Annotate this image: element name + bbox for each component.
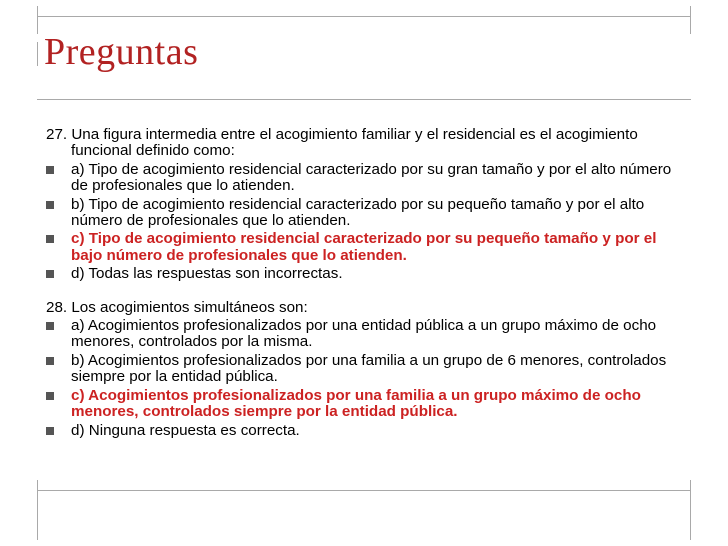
option-text: a) Acogimientos profesionalizados por una entidad pública a un grupo máximo de ocho menores, controlados por la misma. (71, 317, 657, 351)
square-bullet-icon (46, 270, 54, 278)
square-bullet-icon (46, 357, 54, 365)
option-text: b) Tipo de acogimiento residencial caracterizado por su pequeño tamaño y por el alto número de profesionales que lo atienden. (71, 195, 645, 230)
square-bullet-icon (46, 392, 54, 400)
question-28 (46, 300, 691, 439)
question-27 (46, 127, 691, 283)
square-bullet-icon (46, 166, 54, 174)
option-text: d) Todas las respuestas son incorrectas. (71, 265, 343, 283)
left-rule-title (37, 42, 38, 66)
option-text: c) Tipo de acogimiento residencial caracterizado por su pequeño tamaño y por el bajo número de profesionales que lo atienden. (71, 230, 657, 264)
option-d (46, 266, 691, 282)
option-a (46, 318, 691, 351)
square-bullet-icon (46, 201, 54, 209)
option-a (46, 162, 691, 195)
slide-title: Preguntas (44, 31, 199, 73)
option-text: a) Tipo de acogimiento residencial caracterizado por su gran tamaño y por el alto número de profesionales que lo atienden. (71, 160, 672, 195)
option-b (46, 197, 691, 230)
question-prompt: 28. Los acogimientos simultáneos son: (46, 298, 308, 316)
left-rule-top (37, 6, 38, 34)
right-rule-bottom (690, 480, 691, 540)
option-b (46, 353, 691, 386)
right-rule-top (690, 6, 691, 34)
option-c-correct (46, 388, 691, 421)
square-bullet-icon (46, 427, 54, 435)
option-c-correct (46, 231, 691, 264)
questions-body (46, 127, 691, 439)
bottom-rule (37, 490, 691, 491)
option-text: c) Acogimientos profesionalizados por una familia a un grupo máximo de ocho menores, controlados siempre por la entidad pública. (71, 386, 641, 421)
option-d (46, 423, 691, 439)
left-rule-bottom (37, 480, 38, 540)
title-underline (37, 99, 691, 100)
square-bullet-icon (46, 322, 54, 330)
option-text: d) Ninguna respuesta es correcta. (71, 421, 300, 439)
question-prompt: 27. Una figura intermedia entre el acogimiento familiar y el residencial es el acogimiento funcional definido como: (46, 126, 638, 160)
option-text: b) Acogimientos profesionalizados por una familia a un grupo de 6 menores, controlados siempre por la entidad pública. (71, 351, 667, 386)
top-rule (37, 16, 691, 17)
square-bullet-icon (46, 235, 54, 243)
